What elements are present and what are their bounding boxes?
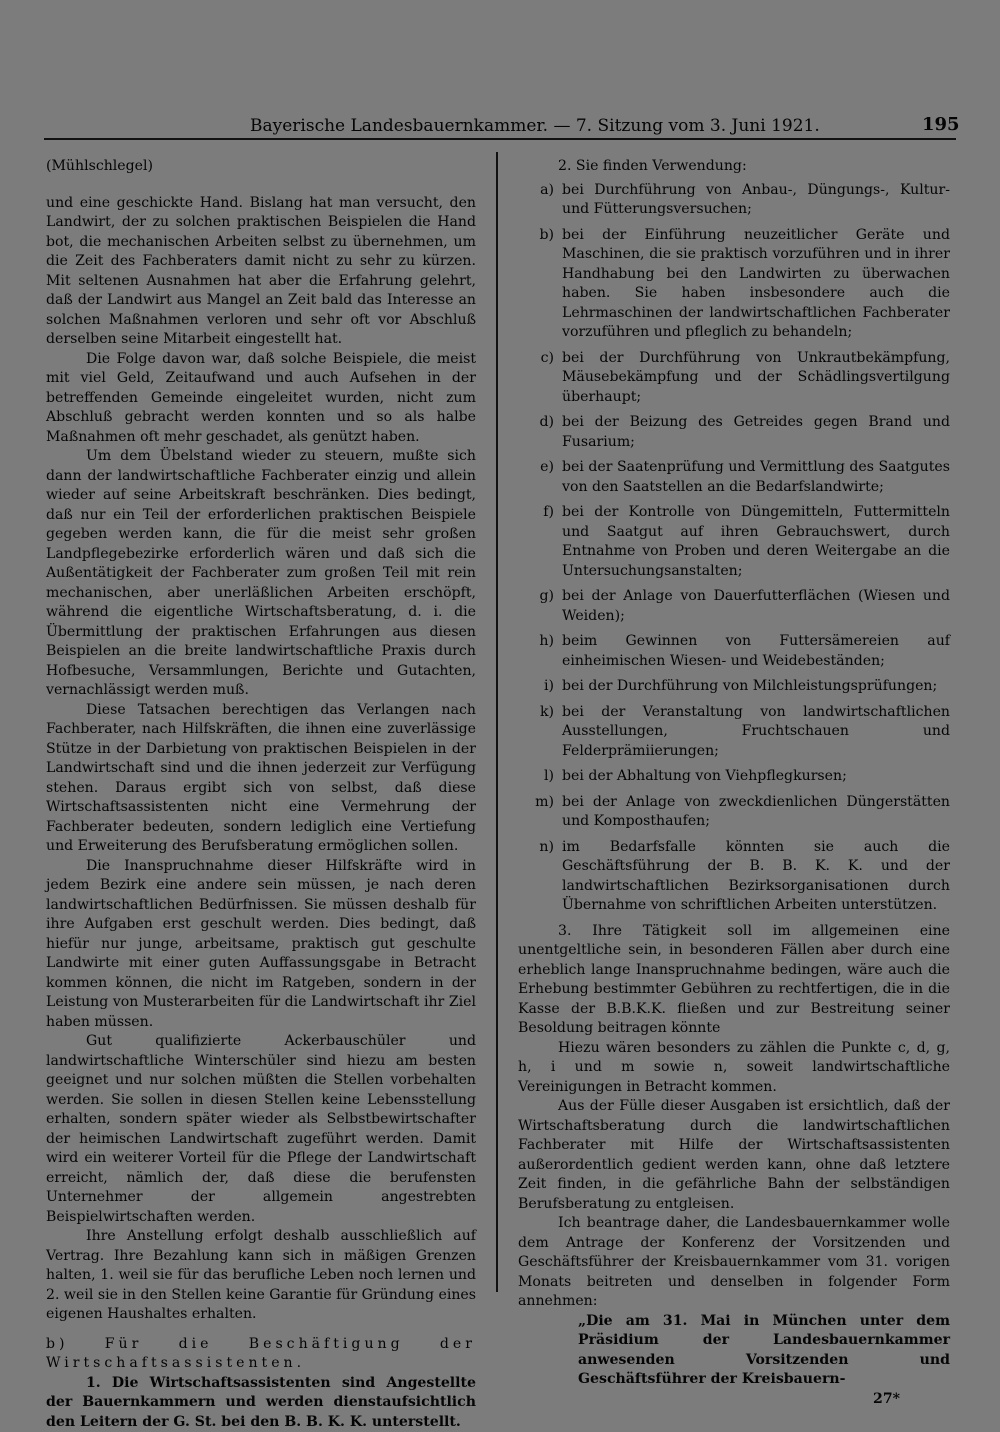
list-label: b) — [518, 226, 562, 343]
list-text: bei der Saatenprüfung und Vermittlung des Saatgutes von den Saatstellen an die Bedarfslandwirte; — [562, 458, 950, 497]
list-item — [518, 226, 950, 343]
list-label: k) — [518, 703, 562, 762]
paragraph: Hiezu wären besonders zu zählen die Punkte c, d, g, h, i und m sowie n, soweit landwirtschaftliche Vereinigungen in Betracht kommen. — [518, 1039, 950, 1098]
list-label: i) — [518, 677, 562, 697]
list-item — [518, 703, 950, 762]
list-item — [518, 767, 950, 787]
header-rule — [44, 138, 956, 140]
list-item — [518, 632, 950, 671]
list-text: bei der Abhaltung von Viehpflegkursen; — [562, 767, 950, 787]
list-item — [518, 793, 950, 832]
list-label: e) — [518, 458, 562, 497]
paragraph: 1. Die Wirtschaftsassistenten sind Angestellte der Bauernkammern und werden dienstaufsichtlich den Leitern der G. St. bei den B. B. K. K. unterstellt. — [46, 1374, 476, 1432]
quoted-resolution: „Die am 31. Mai in München unter dem Präsidium der Landesbauernkammer anwesenden Vorsitzenden und Geschäftsführer der Kreisbauern- — [578, 1312, 950, 1390]
running-header: Bayerische Landesbauernkammer. — 7. Sitzung vom 3. Juni 1921. — [250, 116, 770, 136]
list-text: bei der Durchführung von Milchleistungsprüfungen; — [562, 677, 950, 697]
list-label: n) — [518, 838, 562, 916]
left-column — [46, 157, 476, 1432]
list-label: l) — [518, 767, 562, 787]
list-text: bei der Kontrolle von Düngemitteln, Futtermitteln und Saatgut auf ihren Gebrauchswert, durch Entnahme von Proben und deren Weitergabe an die Untersuchungsanstalten; — [562, 503, 950, 581]
paragraph: Ich beantrage daher, die Landesbauernkammer wolle dem Antrage der Konferenz der Vorsitzenden und Geschäftsführer der Kreisbauernkammer vom 31. vorigen Monats beitreten und denselben in folgender Form annehmen: — [518, 1214, 950, 1312]
list-text: bei der Anlage von Dauerfutterflächen (Wiesen und Weiden); — [562, 587, 950, 626]
list-item — [518, 503, 950, 581]
paragraph: Ihre Anstellung erfolgt deshalb ausschließlich auf Vertrag. Ihre Bezahlung kann sich in mäßigen Grenzen halten, 1. weil sie für das berufliche Leben noch lernen und 2. weil sie in den Stellen keine Garantie für Gründung eines eigenen Haushaltes erhalten. — [46, 1227, 476, 1325]
list-heading: 2. Sie finden Verwendung: — [518, 157, 950, 177]
list-text: bei der Beizung des Getreides gegen Brand und Fusarium; — [562, 413, 950, 452]
list-item — [518, 349, 950, 408]
paragraph: und eine geschickte Hand. Bislang hat man versucht, den Landwirt, der zu solchen praktischen Beispielen die Hand bot, die mechanischen Arbeiten selbst zu übernehmen, um die Zeit des Fachberaters damit nicht zu sehr zu kürzen. Mit seltenen Ausnahmen hat aber die Erfahrung gelehrt, daß der Landwirt aus Mangel an Zeit bald das Interesse an solchen Maßnahmen verloren und sehr oft vor Abschluß derselben seine Mitarbeit eingestellt hat. — [46, 194, 476, 350]
paragraph: Die Folge davon war, daß solche Beispiele, die meist mit viel Geld, Zeitaufwand und auch Aufsehen in der betreffenden Gemeinde eingeleitet wurden, nicht zum Abschluß gebracht werden konnten und so als halbe Maßnahmen oft mehr geschadet, als genützt haben. — [46, 350, 476, 448]
list-text: im Bedarfsfalle könnten sie auch die Geschäftsführung der B. B. K. K. und der landwirtschaftlichen Bezirksorganisationen durch Übernahme von schriftlichen Arbeiten unterstützen. — [562, 838, 950, 916]
list-label: f) — [518, 503, 562, 581]
list-item — [518, 458, 950, 497]
list-item — [518, 413, 950, 452]
speaker-name: (Mühlschlegel) — [46, 157, 476, 177]
paragraph: Gut qualifizierte Ackerbauschüler und landwirtschaftliche Winterschüler sind hiezu am besten geeignet und nur solchen müßten die Stellen vorbehalten werden. Sie sollen in diesen Stellen keine Lebensstellung erhalten, sondern später wieder als Selbstbewirtschafter der heimischen Landwirtschaft zugeführt werden. Damit wird ein weiterer Vorteil für die Pflege der Landwirtschaft erreicht, nämlich der, daß diese die berufensten Unternehmer der allgemein angestrebten Beispielwirtschaften werden. — [46, 1032, 476, 1227]
list-text: bei der Einführung neuzeitlicher Geräte und Maschinen, die sie praktisch vorzuführen und in ihrer Handhabung bei den Landwirten zu überwachen haben. Sie haben insbesondere auch die Lehrmaschinen der landwirtschaftlichen Fachberater vorzuführen und pfleglich zu behandeln; — [562, 226, 950, 343]
list-text: bei der Anlage von zweckdienlichen Düngerstätten und Komposthaufen; — [562, 793, 950, 832]
page-number: 195 — [922, 114, 960, 135]
paragraph: 3. Ihre Tätigkeit soll im allgemeinen eine unentgeltliche sein, in besonderen Fällen aber durch eine erheblich lange Inanspruchnahme bedingen, wäre auch die Erhebung bestimmter Gebühren zu rechtfertigen, die in die Kasse der B.B.K.K. fließen und zur Bestreitung seiner Besoldung beitragen könnte — [518, 922, 950, 1039]
list-item — [518, 587, 950, 626]
list-item — [518, 838, 950, 916]
section-heading: b) Für die Beschäftigung der Wirtschaftsassistenten. — [46, 1335, 476, 1374]
paragraph: Aus der Fülle dieser Ausgaben ist ersichtlich, daß der Wirtschaftsberatung durch die landwirtschaftlichen Fachberater mit Hilfe der Wirtschaftsassistenten außerordentlich gedient werden kann, ohne daß letztere Zeit finden, in die gefährliche Bahn der selbständigen Berufsberatung zu entgleisen. — [518, 1097, 950, 1214]
paragraph: Diese Tatsachen berechtigen das Verlangen nach Fachberater, nach Hilfskräften, die ihnen eine zuverlässige Stütze in der Darbietung von praktischen Beispielen in der Landwirtschaft sind und die ihnen jederzeit zur Verfügung stehen. Daraus ergibt sich von selbst, daß diese Wirtschaftsassistenten nicht eine Vermehrung der Fachberater bedeuten, sondern lediglich eine Vertiefung und Erweiterung des Berufsberatung ermöglichen sollen. — [46, 701, 476, 857]
list-label: m) — [518, 793, 562, 832]
usage-list — [518, 181, 950, 916]
right-column — [518, 157, 950, 1409]
list-text: bei der Veranstaltung von landwirtschaftlichen Ausstellungen, Fruchtschauen und Felderprämiierungen; — [562, 703, 950, 762]
paragraph: Um dem Übelstand wieder zu steuern, mußte sich dann der landwirtschaftliche Fachberater einzig und allein wieder auf seine Arbeitskraft beschränken. Dies bedingt, daß nur ein Teil der erforderlichen praktischen Beispiele gegeben werden kann, die für die meist sehr großen Landpflegebezirke erforderlich wären und daß sich die Außentätigkeit der Fachberater zum großen Teil mit rein mechanischen, aber unerläßlichen Arbeiten erschöpft, während die eigentliche Wirtschaftsberatung, d. i. die Übermittlung der praktischen Erfahrungen aus diesen Beispielen an die breite landwirtschaftliche Praxis durch Hofbesuche, Versammlungen, Berichte und Gutachten, vernachlässigt werden muß. — [46, 447, 476, 701]
list-label: a) — [518, 181, 562, 220]
list-item — [518, 677, 950, 697]
list-label: g) — [518, 587, 562, 626]
list-item — [518, 181, 950, 220]
list-label: d) — [518, 413, 562, 452]
signature-mark: 27* — [518, 1390, 950, 1410]
list-text: bei Durchführung von Anbau-, Düngungs-, Kultur- und Fütterungsversuchen; — [562, 181, 950, 220]
list-label: c) — [518, 349, 562, 408]
column-divider — [496, 152, 498, 1292]
list-label: h) — [518, 632, 562, 671]
list-text: bei der Durchführung von Unkrautbekämpfung, Mäusebekämpfung und der Schädlingsvertilgung überhaupt; — [562, 349, 950, 408]
list-text: beim Gewinnen von Futtersämereien auf einheimischen Wiesen- und Weidebeständen; — [562, 632, 950, 671]
paragraph: Die Inanspruchnahme dieser Hilfskräfte wird in jedem Bezirk eine andere sein müssen, je nach deren landwirtschaftlichen Bedürfnissen. Sie müssen deshalb für ihre Aufgaben erst geschult werden. Dies bedingt, daß hiefür nur junge, arbeitsame, praktisch gut geschulte Landwirte mit einer guten Auffassungsgabe in Betracht kommen können, die nicht im Ratgeben, sondern in der Leistung von Musterarbeiten für die Landwirtschaft ihr Ziel haben müssen. — [46, 857, 476, 1033]
